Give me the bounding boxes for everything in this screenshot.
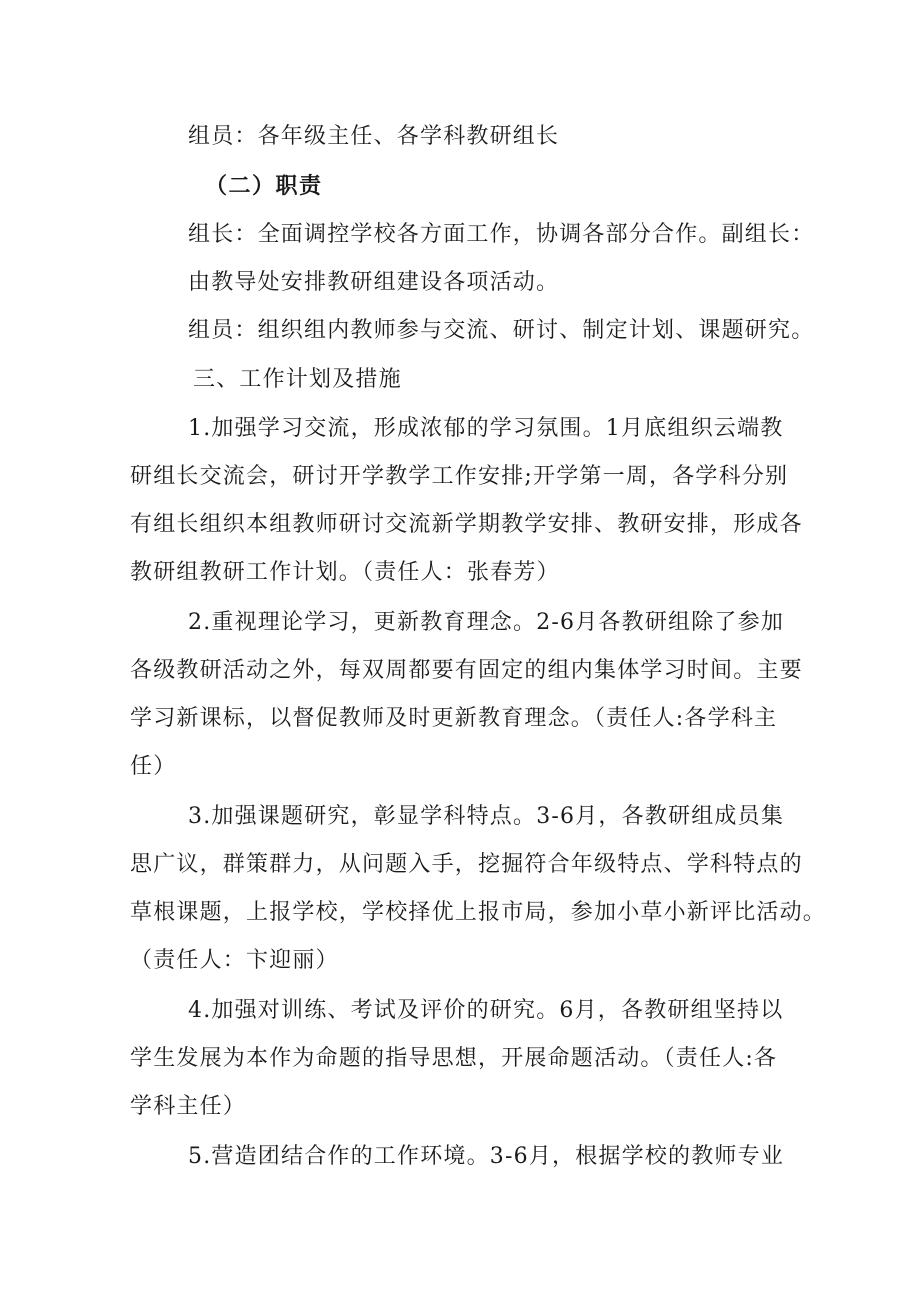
- item-4-line-1: 4.加强对训练、考试及评价的研究。6月，各教研组坚持以: [188, 998, 784, 1023]
- item-5-line-1: 5.营造团结合作的工作环境。3-6月，根据学校的教师专业: [188, 1144, 785, 1169]
- item-2-line-1: 2.重视理论学习，更新教育理念。2-6月各教研组除了参加: [188, 610, 785, 635]
- item-4-line-2: 学生发展为本作为命题的指导思想，开展命题活动。（责任人:各: [130, 1046, 778, 1071]
- section-heading-plan: 三、工作计划及措施: [193, 367, 402, 392]
- item-1-line-1: 1.加强学习交流，形成浓郁的学习氛围。1月底组织云端教: [188, 416, 784, 441]
- item-1-line-3: 有组长组织本组教师研讨交流新学期教学安排、教研安排，形成各: [130, 512, 803, 537]
- item-3-line-3: 草根课题，上报学校，学校择优上报市局，参加小草小新评比活动。: [130, 900, 827, 925]
- item-2-line-4: 任）: [130, 754, 177, 779]
- item-1-line-4: 教研组教研工作计划。（责任人：张春芳）: [130, 560, 560, 585]
- member-duty-line: 组员：组织组内教师参与交流、研讨、制定计划、课题研究。: [188, 318, 815, 343]
- section-heading-duties: （二）职责: [205, 174, 323, 199]
- item-2-line-3: 学习新课标，以督促教师及时更新教育理念。（责任人:各学科主: [130, 706, 778, 731]
- item-4-line-3: 学科主任）: [130, 1094, 247, 1119]
- members-line: 组员：各年级主任、各学科教研组长: [188, 124, 560, 149]
- deputy-duty-line: 由教导处安排教研组建设各项活动。: [188, 270, 560, 295]
- item-3-line-1: 3.加强课题研究，彰显学科特点。3-6月，各教研组成员集: [188, 804, 785, 829]
- item-3-line-2: 思广议，群策群力，从问题入手，挖掘符合年级特点、学科特点的: [130, 852, 803, 877]
- leader-duty-line: 组长：全面调控学校各方面工作，协调各部分合作。副组长：: [188, 222, 815, 247]
- item-2-line-2: 各级教研活动之外，每双周都要有固定的组内集体学习时间。主要: [130, 658, 803, 683]
- item-1-line-2: 研组长交流会，研讨开学教学工作安排;开学第一周，各学科分别: [130, 464, 789, 489]
- item-3-line-4: （责任人：卞迎丽）: [130, 948, 339, 973]
